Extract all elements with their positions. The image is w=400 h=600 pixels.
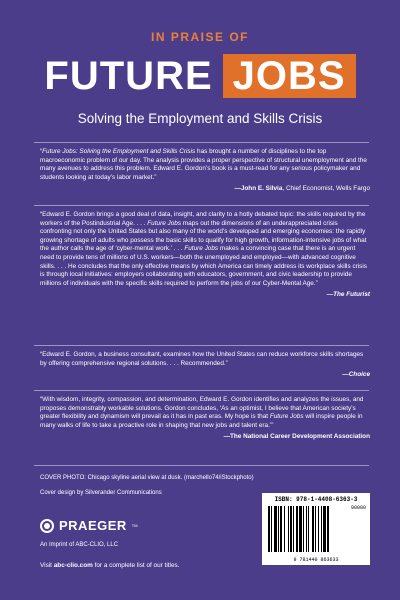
quote-3 xyxy=(40,351,370,380)
quote-text: “With wisdom, integrity, compassion, and determination, Edward E. Gordon identifies and analyzes the issues, and proposes demonstrably workable solutions. Gordon concludes, ‘As an optimist, I believe that American society’s greater flexibility and dynamism will prevail as it has in past eras. My hope is that Future Jobs will inspire people in many walks of life to take a proactive role in shaping that new jobs and talent era.’” xyxy=(40,396,364,429)
barcode-icon xyxy=(268,506,344,554)
divider xyxy=(34,205,369,206)
visit-prefix: Visit xyxy=(40,562,54,569)
website-link[interactable]: abc-clio.com xyxy=(53,562,93,569)
divider xyxy=(34,142,369,143)
quote-1 xyxy=(40,148,370,194)
publisher-logo xyxy=(40,518,138,533)
praeger-logo-icon xyxy=(40,519,54,533)
attribution-name: —The National Career Development Association xyxy=(223,433,370,441)
visit-suffix: for a complete list of our titles. xyxy=(92,562,180,569)
price-code: 90000 xyxy=(350,505,366,511)
divider xyxy=(34,465,369,466)
title-jobs: JOBS xyxy=(223,54,356,98)
quote-text: “Future Jobs: Solving the Employment and Skills Crisis has brought a number of disciplines to the top macroeconomic problem of our day. The analysis provides a proper perspective of structural unemployment and the many avenues to address this problem. Edward E. Gordon’s book is a must-read for any serious policymaker and students looking at today’s labor market.” xyxy=(40,148,367,181)
quote-text: “Edward E. Gordon brings a good deal of data, insight, and clarity to a hotly debated topic: the skills required by the workers of the Postindustrial Age. . . . Future Jobs maps out the dimensions of an underappreciated crisis confronting not only the United States but also many of the world’s developed and emerging economies: the rapidly growing shortage of adults who possess the basic skills to qualify for high growth, information-intensive jobs of what the author calls the age of ‘cyber-mental work.’ . . . Future Jobs makes a convincing case that there is an urgent need to provide tens of millions of U.S. workers—both the unemployed and employed—with advanced cognitive skills. . . . He concludes that the only effective means by which America can timely address its workplace skills crisis is through local initiatives: employers collaborating with educators, government, and civic leadership to provide millions of individuals with the specific skills required to perform the jobs of our Cyber-Mental Age.” xyxy=(40,211,367,287)
barcode-digits: 9 781440 863633 xyxy=(293,557,339,563)
quote-attribution xyxy=(40,185,370,194)
quote-attribution xyxy=(40,371,370,380)
visit-text xyxy=(40,562,179,569)
isbn-text: ISBN: 978-1-4408-6363-3 xyxy=(274,496,358,503)
quote-text: “Edward E. Gordon, a business consultant, examines how the United States can reduce workforce skills shortages by offering comprehensive regional solutions. . . . Recommended.” xyxy=(40,351,364,367)
attribution-name: —The Futurist xyxy=(326,291,370,299)
barcode-panel xyxy=(262,493,370,565)
divider xyxy=(34,390,369,391)
book-title xyxy=(0,54,400,98)
attribution-name: —John E. Silvia xyxy=(234,185,283,193)
attribution-rest: , Chief Economist, Wells Fargo xyxy=(282,185,370,193)
title-future: FUTURE xyxy=(44,54,213,98)
praise-heading: IN PRAISE OF xyxy=(150,30,249,44)
imprint-text: An Imprint of ABC-CLIO, LLC xyxy=(40,542,119,548)
book-subtitle: Solving the Employment and Skills Crisis xyxy=(77,111,323,126)
cover-design-credit: Cover design by Silverander Communications xyxy=(40,490,162,496)
publisher-name: PRAEGER xyxy=(59,518,127,533)
quote-2 xyxy=(40,211,370,300)
quote-attribution xyxy=(40,433,370,442)
quote-4 xyxy=(40,396,370,442)
cover-photo-credit: COVER PHOTO: Chicago skyline aerial view at dusk. (marchello74/iStockphoto) xyxy=(40,475,254,481)
divider xyxy=(34,345,369,346)
quote-attribution xyxy=(40,291,370,300)
attribution-name: —Choice xyxy=(342,371,370,379)
trademark: TM xyxy=(131,523,138,528)
